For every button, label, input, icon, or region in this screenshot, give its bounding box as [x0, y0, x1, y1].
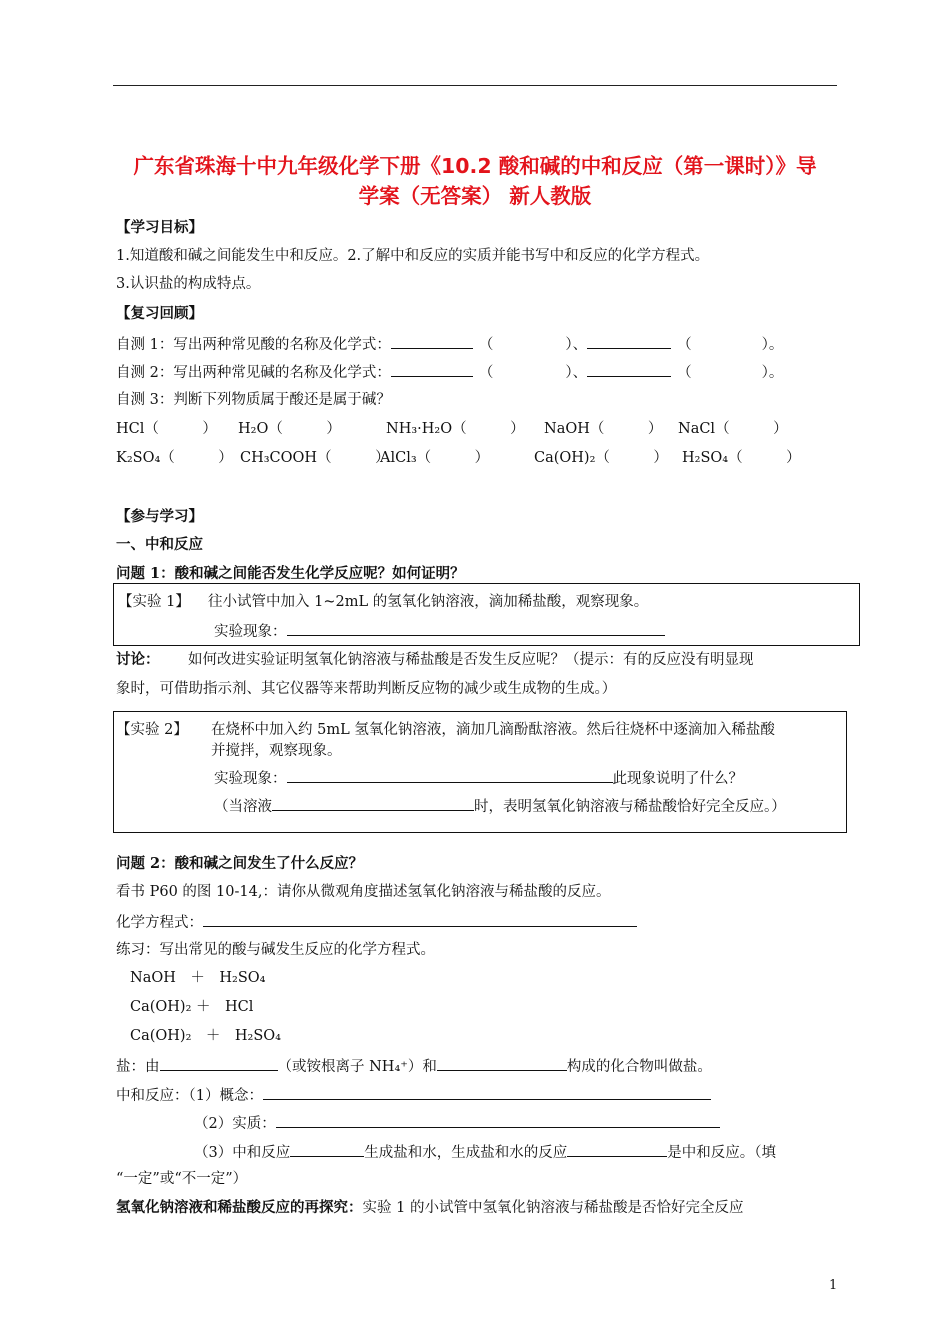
objectives-line2: 3.认识盐的构成特点。: [116, 276, 261, 292]
salt-definition: [116, 1055, 712, 1077]
blank-acid-name-1[interactable]: [391, 333, 473, 349]
practice-line: 练习：写出常见的酸与碱发生反应的化学方程式。: [116, 942, 435, 958]
paren: （: [478, 365, 494, 381]
substance-naoh: NaOH（ ）: [544, 421, 663, 437]
page-number: 1: [829, 1278, 838, 1293]
blank-concept[interactable]: [263, 1084, 711, 1100]
objectives-heading: 【学习目标】: [116, 219, 203, 236]
experiment-1-label: 【实验 1】: [118, 594, 190, 610]
blank-exp2-phenomenon[interactable]: [287, 767, 613, 783]
blank-exp1-phenomenon[interactable]: [287, 620, 665, 636]
fill-part-3: 是中和反应。（填: [667, 1145, 776, 1161]
paren: （: [478, 337, 494, 353]
review-q2: [116, 361, 783, 383]
when-suffix: 时，表明氢氧化钠溶液与稀盐酸恰好完全反应。）: [474, 799, 786, 815]
blank-acid-name-2[interactable]: [587, 333, 671, 349]
equation-label: 化学方程式：: [116, 915, 203, 931]
paren: （: [677, 337, 692, 353]
book-line: 看书 P60 的图 10-14,：请你从微观角度描述氢氧化钠溶液与稀盐酸的反应。: [116, 884, 611, 900]
paren: ）、: [565, 365, 588, 381]
experiment-2-line2: 并搅拌，观察现象。: [211, 743, 342, 759]
blank-salt-2[interactable]: [437, 1055, 567, 1071]
equation-2: Ca(OH)₂ ＋ HCl: [130, 999, 254, 1015]
substance-nh3h2o: NH₃·H₂O（ ）: [386, 421, 525, 437]
when-prefix: （当溶液: [214, 799, 272, 815]
objectives-line1: 1.知道酸和碱之间能发生中和反应。2.了解中和反应的实质并能书写中和反应的化学方程式。: [116, 248, 710, 264]
substance-alcl3: AlCl₃（ ）: [380, 450, 490, 466]
salt-suffix: 构成的化合物叫做盐。: [566, 1059, 712, 1075]
neutralization-concept: [116, 1084, 711, 1106]
doc-title-line1: 广东省珠海十中九年级化学下册《10.2 酸和碱的中和反应（第一课时）》导: [133, 154, 817, 178]
paren: ）。: [761, 365, 784, 381]
experiment-2-label: 【实验 2】: [116, 722, 188, 738]
neutralization-fill: [194, 1141, 776, 1163]
neutralization-essence: [194, 1112, 720, 1134]
experiment-2-line1: 在烧杯中加入约 5mL 氢氧化钠溶液，滴加几滴酚酞溶液。然后往烧杯中逐滴加入稀盐酸: [211, 722, 775, 738]
blank-base-name-2[interactable]: [587, 361, 671, 377]
review-q2-label: 自测 2：写出两种常见碱的名称及化学式：: [116, 365, 391, 381]
substance-hcl: HCl（ ）: [116, 421, 217, 437]
reexplore-line: [116, 1198, 743, 1218]
salt-prefix: 盐：由: [116, 1059, 160, 1075]
explain-question: 此现象说明了什么？: [612, 771, 743, 787]
question-1: 问题 1：酸和碱之间能否发生化学反应呢？如何证明？: [116, 565, 465, 582]
blank-exp2-when[interactable]: [272, 795, 474, 811]
header-rule: [113, 85, 837, 86]
substance-h2o: H₂O（ ）: [238, 421, 341, 437]
equation-line: [116, 911, 637, 933]
participate-heading: 【参与学习】: [116, 508, 203, 525]
phenomenon-label: 实验现象：: [214, 771, 287, 787]
blank-fill-2[interactable]: [567, 1141, 667, 1157]
experiment-1-text: 往小试管中加入 1~2mL 的氢氧化钠溶液，滴加稀盐酸，观察现象。: [208, 594, 649, 610]
review-q1: [116, 333, 783, 355]
substance-ch3cooh: CH₃COOH（ ）: [240, 450, 390, 466]
discuss-line2: 象时，可借助指示剂、其它仪器等来帮助判断反应物的减少或生成物的生成。）: [116, 681, 617, 697]
phenomenon-label: 实验现象：: [214, 624, 287, 640]
blank-equation[interactable]: [203, 911, 637, 927]
discuss-line1: 如何改进实验证明氢氧化钠溶液与稀盐酸是否发生反应呢？（提示：有的反应没有明显现: [188, 652, 754, 668]
reexplore-text: 实验 1 的小试管中氢氧化钠溶液与稀盐酸是否恰好完全反应: [362, 1200, 744, 1216]
substance-caoh2: Ca(OH)₂（ ）: [534, 450, 668, 466]
question-2: 问题 2：酸和碱之间发生了什么反应？: [116, 855, 364, 872]
paren: ）。: [761, 337, 784, 353]
blank-base-name-1[interactable]: [391, 361, 473, 377]
doc-title-line2: 学案（无答案） 新人教版: [358, 184, 592, 208]
reexplore-heading: 氢氧化钠溶液和稀盐酸反应的再探究：: [116, 1199, 363, 1216]
blank-salt-1[interactable]: [160, 1055, 278, 1071]
review-q3: 自测 3：判断下列物质属于酸还是属于碱？: [116, 392, 391, 408]
paren: ）、: [565, 337, 588, 353]
blank-fill-1[interactable]: [290, 1141, 364, 1157]
experiment-2-when: [214, 795, 786, 817]
experiment-2-phenomenon: [214, 767, 743, 789]
essence-label: （2）实质：: [194, 1116, 276, 1132]
section-neutralization: 一、中和反应: [116, 536, 203, 553]
blank-essence[interactable]: [276, 1112, 720, 1128]
equation-1: NaOH ＋ H₂SO₄: [130, 970, 266, 986]
review-q1-label: 自测 1：写出两种常见酸的名称及化学式：: [116, 337, 391, 353]
discuss-label: 讨论：: [116, 651, 160, 668]
paren: （: [677, 365, 692, 381]
fill-part-1: （3）中和反应: [194, 1145, 291, 1161]
concept-label: 中和反应：（1）概念：: [116, 1088, 263, 1104]
substance-nacl: NaCl（ ）: [678, 421, 788, 437]
equation-3: Ca(OH)₂ ＋ H₂SO₄: [130, 1028, 281, 1044]
substance-k2so4: K₂SO₄（ ）: [116, 450, 233, 466]
experiment-1-phenomenon: [214, 620, 665, 642]
substance-h2so4: H₂SO₄（ ）: [682, 450, 801, 466]
fill-part-2: 生成盐和水，生成盐和水的反应: [364, 1145, 568, 1161]
review-heading: 【复习回顾】: [116, 305, 203, 322]
salt-middle: （或铵根离子 NH₄⁺）和: [277, 1059, 437, 1075]
neutralization-fill-hint: “一定”或“不一定”）: [116, 1171, 248, 1187]
